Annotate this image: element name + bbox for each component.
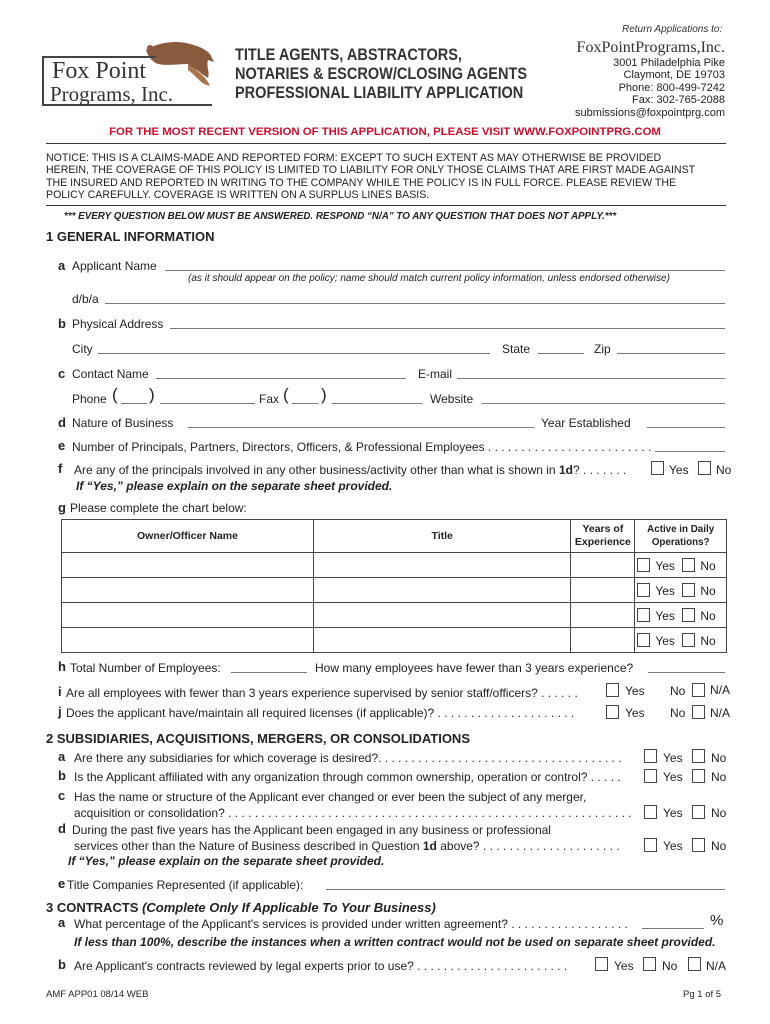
- phone-number-field[interactable]: [160, 403, 255, 404]
- notice: [46, 152, 736, 201]
- yes-label: Yes: [655, 559, 675, 573]
- years-header: Years of Experience: [571, 520, 635, 553]
- no-label: No: [711, 806, 727, 820]
- table-row: [62, 553, 727, 578]
- divider: [46, 143, 726, 144]
- 2d-yes-checkbox[interactable]: [644, 838, 657, 852]
- notice-line: POLICY CAREFULLY. COVERAGE IS WRITTEN ON A SURPLUS LINES BASIS.: [46, 188, 430, 201]
- company-fax: Fax: 302-765-2088: [632, 94, 725, 107]
- 2d-explain: If “Yes,” please explain on the separate sheet provided.: [68, 854, 385, 868]
- title-line-2: NOTARIES & ESCROW/CLOSING AGENTS: [235, 65, 528, 83]
- active-yes-checkbox[interactable]: [637, 608, 650, 622]
- na-label: N/A: [706, 959, 727, 973]
- owner-name-cell[interactable]: [62, 553, 314, 578]
- na-label: N/A: [710, 683, 731, 697]
- no-label: No: [670, 706, 686, 720]
- title-header: Title: [314, 520, 571, 553]
- yes-label: Yes: [663, 806, 683, 820]
- section-2-title: 2 SUBSIDIARIES, ACQUISITIONS, MERGERS, OR CONSOLIDATIONS: [46, 731, 470, 746]
- owner-name-cell[interactable]: [62, 628, 314, 653]
- applicant-name-field[interactable]: [165, 270, 725, 271]
- legal-review-question: Are Applicant's contracts reviewed by legal experts prior to use? . . . . . . . . . . . . . . . . . . . . . . .: [74, 959, 568, 973]
- zip-field[interactable]: [617, 353, 725, 354]
- yes-label: Yes: [655, 609, 675, 623]
- active-cell: [635, 553, 727, 578]
- no-label: No: [711, 751, 727, 765]
- nature-field[interactable]: [188, 427, 534, 428]
- na-label: N/A: [710, 706, 731, 720]
- paren-close: ): [321, 385, 327, 404]
- new-employees-field[interactable]: [648, 672, 725, 673]
- title-companies-label: Title Companies Represented (if applicable):: [67, 878, 304, 892]
- owner-name-cell[interactable]: [62, 603, 314, 628]
- contact-name-field[interactable]: [156, 378, 406, 379]
- title-cell[interactable]: [314, 628, 571, 653]
- active-cell: [635, 628, 727, 653]
- item-letter: a: [58, 258, 66, 273]
- chart-instruction: Please complete the chart below:: [70, 501, 247, 515]
- page-number: Pg 1 of 5: [683, 989, 722, 1000]
- other-services-question-line2: services other than the Nature of Business described in Question 1d above? . . . . . . . . . . . . . . . . . . . . .: [74, 839, 620, 853]
- email-label: E-mail: [418, 367, 453, 381]
- 2a-no-checkbox[interactable]: [692, 749, 705, 763]
- percentage-field[interactable]: [642, 928, 704, 929]
- yes-label: Yes: [614, 959, 634, 973]
- title-cell[interactable]: [314, 553, 571, 578]
- phone-label: Phone: [72, 392, 107, 406]
- supervised-question: Are all employees with fewer than 3 years experience supervised by senior staff/officers? . . . . . .: [66, 686, 578, 700]
- phone-area-field[interactable]: [121, 403, 147, 404]
- f-no-checkbox[interactable]: [698, 461, 711, 475]
- 3a-explain: If less than 100%, describe the instances when a written contract would not be used on separate sheet provided.: [74, 935, 716, 949]
- yes-label: Yes: [663, 751, 683, 765]
- notice-line: NOTICE: THIS IS A CLAIMS-MADE AND REPORTED FORM: EXCEPT TO SUCH EXTENT AS MAY OTHERWISE BE PROVIDED: [46, 152, 662, 164]
- principals-field[interactable]: [655, 451, 725, 452]
- f-explain: If “Yes,” please explain on the separate sheet provided.: [76, 479, 393, 493]
- active-no-checkbox[interactable]: [682, 608, 695, 622]
- no-label: No: [662, 959, 678, 973]
- item-letter: g: [58, 500, 66, 515]
- table-header-row: [62, 520, 727, 553]
- dba-field[interactable]: [105, 303, 725, 304]
- 2b-no-checkbox[interactable]: [692, 769, 705, 783]
- item-letter: d: [58, 415, 66, 430]
- section-1-title: 1 GENERAL INFORMATION: [46, 229, 215, 244]
- 2a-yes-checkbox[interactable]: [644, 749, 657, 763]
- company-phone: Phone: 800-499-7242: [618, 81, 725, 94]
- table-row: [62, 603, 727, 628]
- f-yes-checkbox[interactable]: [651, 461, 664, 475]
- years-cell[interactable]: [571, 603, 635, 628]
- city-label: City: [72, 342, 93, 356]
- year-established-field[interactable]: [647, 427, 725, 428]
- years-cell[interactable]: [571, 553, 635, 578]
- item-letter: e: [58, 438, 66, 453]
- item-letter: i: [58, 684, 62, 699]
- state-label: State: [502, 342, 531, 356]
- active-yes-checkbox[interactable]: [637, 558, 650, 572]
- paren-open: (: [283, 385, 289, 404]
- item-letter: j: [58, 704, 62, 719]
- email-field[interactable]: [457, 378, 725, 379]
- contact-name-label: Contact Name: [72, 367, 149, 381]
- new-employees-label: How many employees have fewer than 3 years experience?: [315, 661, 634, 675]
- active-no-checkbox[interactable]: [682, 633, 695, 647]
- dba-label: d/b/a: [72, 292, 99, 306]
- nature-label: Nature of Business: [72, 416, 174, 430]
- title-companies-field[interactable]: [326, 889, 725, 890]
- owner-name-header: Owner/Officer Name: [62, 520, 314, 553]
- no-label: No: [700, 609, 716, 623]
- years-cell[interactable]: [571, 578, 635, 603]
- 2b-yes-checkbox[interactable]: [644, 769, 657, 783]
- active-cell: [635, 578, 727, 603]
- item-letter: c: [58, 366, 66, 381]
- active-no-checkbox[interactable]: [682, 558, 695, 572]
- item-letter: e: [58, 876, 66, 891]
- active-yes-checkbox[interactable]: [637, 633, 650, 647]
- table-row: [62, 578, 727, 603]
- active-no-checkbox[interactable]: [682, 583, 695, 597]
- fax-number-field[interactable]: [332, 403, 422, 404]
- no-label: No: [670, 684, 686, 698]
- item-letter: b: [58, 768, 66, 783]
- 2c-no-checkbox[interactable]: [692, 805, 705, 819]
- zip-label: Zip: [594, 342, 611, 356]
- subsidiaries-question: Are there any subsidiaries for which coverage is desired?. . . . . . . . . . . . . . . . . . . . . . . . . . . . . . . . . . . . .: [74, 751, 622, 765]
- logo-line2: Programs, Inc.: [50, 82, 174, 106]
- yes-label: Yes: [655, 584, 675, 598]
- percent-sign: %: [710, 912, 724, 929]
- instruction: *** EVERY QUESTION BELOW MUST BE ANSWERED. RESPOND “N/A” TO ANY QUESTION THAT DOES NOT APPLY.***: [64, 211, 617, 222]
- 3b-no-checkbox[interactable]: [643, 957, 656, 971]
- return-address: [575, 39, 725, 119]
- website-field[interactable]: [482, 403, 725, 404]
- title-cell[interactable]: [314, 603, 571, 628]
- website-label: Website: [430, 392, 474, 406]
- address-line2: Claymont, DE 19703: [623, 69, 725, 82]
- years-cell[interactable]: [571, 628, 635, 653]
- yes-label: Yes: [625, 684, 645, 698]
- other-services-question-line1: During the past five years has the Applicant been engaged in any business or professional: [72, 823, 551, 837]
- form-id: AMF APP01 08/14 WEB: [46, 989, 149, 1000]
- other-business-question: Are any of the principals involved in any other business/activity other than what is shown in 1d? . . . . . . .: [74, 463, 627, 477]
- physical-address-field[interactable]: [170, 328, 725, 329]
- notice-line: THE INSURED AND REPORTED IN WRITING TO THE COMPANY WHILE THE POLICY IS IN FULL FORCE. PLEASE REVIEW THE: [46, 176, 677, 189]
- active-cell: [635, 603, 727, 628]
- item-letter: a: [58, 749, 66, 764]
- year-established-label: Year Established: [541, 416, 631, 430]
- fax-area-field[interactable]: [292, 403, 318, 404]
- 3b-yes-checkbox[interactable]: [595, 957, 608, 971]
- title-line-3: PROFESSIONAL LIABILITY APPLICATION: [235, 84, 524, 102]
- no-label: No: [700, 584, 716, 598]
- active-header: Active in Daily Operations?: [635, 520, 727, 553]
- total-employees-field[interactable]: [231, 672, 307, 673]
- section-3-title: 3 CONTRACTS (Complete Only If Applicable To Your Business): [46, 900, 436, 915]
- title-cell[interactable]: [314, 578, 571, 603]
- fax-label: Fax: [259, 392, 280, 406]
- no-label: No: [700, 634, 716, 648]
- paren-open: (: [112, 385, 118, 404]
- visit-banner: FOR THE MOST RECENT VERSION OF THIS APPLICATION, PLEASE VISIT WWW.FOXPOINTPRG.COM: [109, 126, 661, 138]
- item-letter: f: [58, 461, 63, 476]
- physical-address-label: Physical Address: [72, 317, 164, 331]
- company-email[interactable]: submissions@foxpointprg.com: [575, 106, 725, 119]
- company-name: FoxPointPrograms,Inc.: [576, 39, 725, 56]
- yes-label: Yes: [663, 839, 683, 853]
- title-line-1: TITLE AGENTS, ABSTRACTORS,: [235, 46, 462, 64]
- yes-label: Yes: [663, 770, 683, 784]
- no-label: No: [711, 839, 727, 853]
- logo-line1: Fox Point: [52, 58, 147, 84]
- name-change-question-line2: acquisition or consolidation? . . . . . . . . . . . . . . . . . . . . . . . . . . . . . . . . . . . . . . . . . . . . . . . . . . . . . . . . . . . . .: [74, 806, 632, 820]
- licenses-question: Does the applicant have/maintain all required licenses (if applicable)? . . . . . . . . . . . . . . . . . . . . .: [66, 706, 575, 720]
- divider: [46, 205, 726, 206]
- item-letter: b: [58, 316, 66, 331]
- yes-label: Yes: [625, 706, 645, 720]
- name-change-question-line1: Has the name or structure of the Applicant ever changed or ever been the subject of any merger,: [74, 790, 587, 804]
- written-agreement-question: What percentage of the Applicant's services is provided under written agreement? . . . . . . . . . . . . . . . . . .: [74, 917, 628, 931]
- affiliated-question: Is the Applicant affiliated with any organization through common ownership, operation or control? . . . . .: [74, 770, 621, 784]
- item-letter: c: [58, 788, 66, 803]
- yes-label: Yes: [655, 634, 675, 648]
- applicant-name-hint: (as it should appear on the policy; name should match current policy information, unless endorsed otherwise): [188, 273, 670, 284]
- yes-label: Yes: [669, 463, 689, 477]
- i-no-checkbox[interactable]: [692, 683, 705, 697]
- 3b-na-checkbox[interactable]: [688, 957, 701, 971]
- item-letter: a: [58, 915, 66, 930]
- total-employees-label: Total Number of Employees:: [70, 661, 221, 675]
- j-no-checkbox[interactable]: [692, 705, 705, 719]
- owner-officer-table: [61, 519, 727, 653]
- j-yes-checkbox[interactable]: [606, 705, 619, 719]
- item-letter: b: [58, 957, 66, 972]
- i-yes-checkbox[interactable]: [606, 683, 619, 697]
- table-row: [62, 628, 727, 653]
- no-label: No: [700, 559, 716, 573]
- item-letter: d: [58, 821, 66, 836]
- owner-name-cell[interactable]: [62, 578, 314, 603]
- item-letter: h: [58, 659, 66, 674]
- 2c-yes-checkbox[interactable]: [644, 805, 657, 819]
- no-label: No: [716, 463, 732, 477]
- return-label: Return Applications to:: [622, 24, 723, 35]
- paren-close: ): [149, 385, 155, 404]
- notice-line: HEREIN, THE COVERAGE OF THIS POLICY IS LIMITED TO LIABILITY FOR ONLY THOSE CLAIMS THAT ARE FIRST MADE AGAINST: [46, 164, 696, 177]
- state-field[interactable]: [538, 353, 584, 354]
- city-field[interactable]: [98, 353, 490, 354]
- principals-label: Number of Principals, Partners, Directors, Officers, & Professional Employees . . . . . . . . . . . . . . . . . . . . . . . . .: [72, 440, 652, 454]
- 2d-no-checkbox[interactable]: [692, 838, 705, 852]
- form-title: [235, 46, 567, 103]
- address-line1: 3001 Philadelphia Pike: [613, 57, 725, 69]
- no-label: No: [711, 770, 727, 784]
- fox-point-logo: [38, 40, 218, 110]
- active-yes-checkbox[interactable]: [637, 583, 650, 597]
- applicant-name-label: Applicant Name: [72, 259, 157, 273]
